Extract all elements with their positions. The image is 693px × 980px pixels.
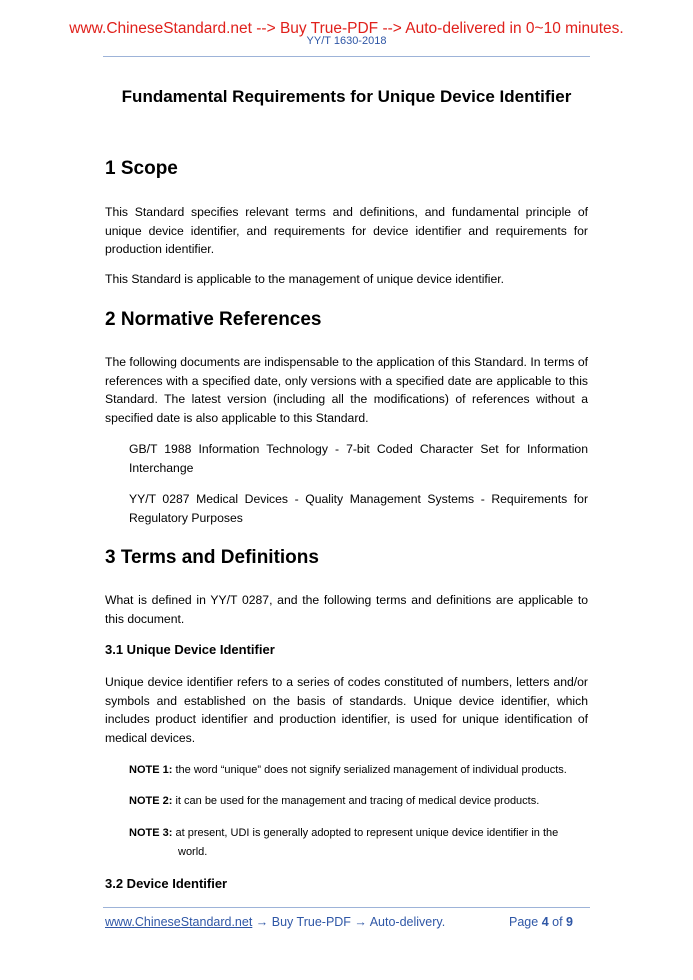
footer-divider [103, 907, 590, 908]
note-text-continuation: world. [178, 846, 208, 858]
section-heading-terms-definitions: 3 Terms and Definitions [105, 547, 319, 568]
footer-promo-text: → Buy True-PDF → Auto-delivery. [252, 915, 446, 929]
terms-paragraph-1: What is defined in YY/T 0287, and the following terms and definitions are applicable to this document. [105, 593, 588, 626]
definition-3-1-paragraph: Unique device identifier refers to a series of codes constituted of numbers, letters and/or symbols and established on the basis of standards. Unique device identifier, which includes product identifier and production identifier, is used for unique identification of medical devices. [105, 675, 588, 745]
page-word: Page [509, 915, 539, 929]
note-text: the word “unique” does not signify serialized management of individual products. [175, 764, 567, 776]
note-text: it can be used for the management and tracing of medical device products. [175, 795, 540, 807]
page-indicator [509, 915, 573, 929]
header-divider [103, 56, 590, 57]
note-label: NOTE 1: [129, 764, 173, 776]
section-heading-normative-references: 2 Normative References [105, 309, 322, 330]
page-current: 4 [541, 915, 549, 929]
footer-site-link[interactable]: www.ChineseStandard.net [105, 915, 253, 929]
subsection-heading-3-1: 3.1 Unique Device Identifier [105, 642, 275, 657]
scope-paragraph-2: This Standard is applicable to the management of unique device identifier. [105, 272, 505, 286]
normative-reference-item: GB/T 1988 Information Technology - 7-bit Coded Character Set for Information Interchange [129, 442, 588, 475]
note-label: NOTE 2: [129, 795, 173, 807]
note-item [129, 761, 588, 780]
subsection-heading-3-2: 3.2 Device Identifier [105, 876, 228, 891]
note-item [129, 824, 588, 862]
footer-promo [105, 915, 445, 929]
normative-reference-item: YY/T 0287 Medical Devices - Quality Management Systems - Requirements for Regulatory Purposes [129, 492, 588, 525]
scope-paragraph-1: This Standard specifies relevant terms and definitions, and fundamental principle of unique device identifier, and requirements for device identifier and requirements for production identifier. [105, 205, 588, 256]
section-heading-scope: 1 Scope [105, 158, 178, 179]
document-title: Fundamental Requirements for Unique Device Identifier [121, 87, 572, 106]
note-item [129, 792, 588, 811]
normative-paragraph-1: The following documents are indispensable to the application of this Standard. In terms of references with a specified date, only versions with a specified date are applicable to this Standard. The latest version (including all the modifications) of references without a specified date is also applicable to this Standard. [105, 355, 588, 425]
standard-code-header: YY/T 1630-2018 [306, 35, 387, 47]
note-label: NOTE 3: [129, 827, 173, 839]
page-total: 9 [566, 915, 573, 929]
of-word: of [552, 915, 563, 929]
promo-banner[interactable]: www.ChineseStandard.net --> Buy True-PDF --> Auto-delivered in 0~10 minutes. [69, 20, 624, 37]
note-text: at present, UDI is generally adopted to represent unique device identifier in the [175, 827, 559, 839]
